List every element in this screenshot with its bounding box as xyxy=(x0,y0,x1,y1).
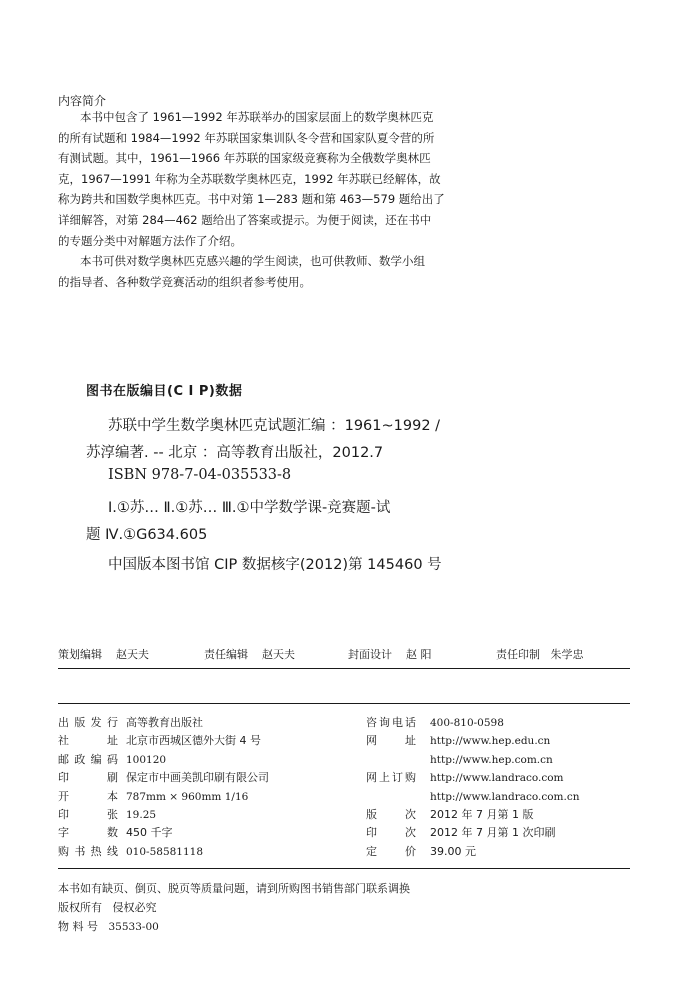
copyright-value: 侵权必究 xyxy=(112,901,157,914)
cip-class-line-2: 题 Ⅳ.①G634.605 xyxy=(86,527,208,543)
credit-planning-editor xyxy=(58,646,149,662)
pubinfo-row xyxy=(366,769,579,787)
cip-title-line: 苏联中学生数学奥林匹克试题汇编 ：1961~1992 / xyxy=(108,418,441,434)
pubinfo-label: 版次 xyxy=(366,808,416,822)
divider-pubinfo-top xyxy=(58,703,630,704)
pubinfo-value: 450 千字 xyxy=(126,826,173,840)
pubinfo-row xyxy=(58,843,269,861)
credit-name: 赵天夫 xyxy=(116,648,149,661)
pubinfo-label: 社址 xyxy=(58,734,118,748)
intro-p1-line: 称为跨共和国数学奥林匹克。书中对第 1—283 题和第 463—579 题给出了 xyxy=(58,192,445,207)
website-link: http://www.hep.com.cn xyxy=(430,753,553,766)
intro-paragraph-2 xyxy=(58,251,450,292)
cip-isbn: ISBN 978-7-04-035533-8 xyxy=(108,467,292,483)
material-number-line xyxy=(58,918,159,934)
cip-number: 中国版本图书馆 CIP 数据核字(2012)第 145460 号 xyxy=(108,557,442,573)
cip-class-line-1: Ⅰ.①苏… Ⅱ.①苏… Ⅲ.①中学数学课-竞赛题-试 xyxy=(108,500,391,516)
pubinfo-label: 咨询电话 xyxy=(366,716,416,729)
pubinfo-row xyxy=(366,843,579,861)
intro-p1-line: 的所有试题和 1984—1992 年苏联国家集训队冬令营和国家队夏令营的所 xyxy=(58,130,435,145)
pubinfo-label: 出版发行 xyxy=(58,716,118,729)
credit-name: 朱学忠 xyxy=(550,648,584,661)
pubinfo-label: 字数 xyxy=(58,826,118,840)
pubinfo-value: 39.00 元 xyxy=(430,844,476,858)
copyright-label: 版权所有 xyxy=(58,901,102,914)
intro-p1-line: 本书中包含了 1961—1992 年苏联举办的国家层面上的数学奥林匹克 xyxy=(80,110,434,124)
pubinfo-value: 高等教育出版社 xyxy=(126,716,203,729)
quality-notice: 本书如有缺页、倒页、脱页等质量问题，请到所购图书销售部门联系调换 xyxy=(58,882,410,895)
pubinfo-row xyxy=(58,751,269,769)
credit-label: 封面设计 xyxy=(348,648,392,661)
pubinfo-label: 邮政编码 xyxy=(58,752,118,766)
credit-responsible-editor xyxy=(204,646,295,662)
material-number-value: 35533-00 xyxy=(108,921,159,933)
pubinfo-value: 19.25 xyxy=(126,809,157,822)
copyright-line xyxy=(58,899,157,915)
divider-top xyxy=(58,668,630,669)
pubinfo-value: 北京市西城区德外大街 4 号 xyxy=(126,734,261,748)
pubinfo-label: 网址 xyxy=(366,734,416,748)
intro-p1-line: 的专题分类中对解题方法作了介绍。 xyxy=(58,233,242,248)
intro-paragraph-1 xyxy=(58,107,450,251)
pubinfo-label: 印张 xyxy=(58,808,118,822)
pubinfo-label: 印刷 xyxy=(58,771,118,785)
pubinfo-label: 定价 xyxy=(366,844,416,858)
credit-label: 责任编辑 xyxy=(204,648,248,661)
website-link: http://www.hep.edu.cn xyxy=(430,735,551,748)
material-number-label: 物 料 号 xyxy=(58,920,98,933)
pubinfo-row xyxy=(366,732,579,750)
pubinfo-row xyxy=(58,732,269,750)
pubinfo-row xyxy=(366,806,579,824)
credit-label: 责任印制 xyxy=(496,648,540,661)
divider-pubinfo-bottom xyxy=(58,868,630,869)
credit-name: 赵天夫 xyxy=(262,648,295,661)
pubinfo-row xyxy=(58,806,269,824)
credit-cover-design xyxy=(348,646,432,662)
intro-p1-line: 详细解答，对第 284—462 题给出了答案或提示。为便于阅读，还在书中 xyxy=(58,212,432,227)
intro-p1-line: 克，1967—1991 年称为全苏联数学奥林匹克，1992 年苏联已经解体，故 xyxy=(58,171,441,186)
pubinfo-label: 开本 xyxy=(58,789,118,803)
pubinfo-value: 2012 年 7 月第 1 次印刷 xyxy=(430,826,556,840)
pubinfo-label: 购书热线 xyxy=(58,844,118,858)
intro-p2-line: 的指导者、各种数学竞赛活动的组织者参考使用。 xyxy=(58,274,311,289)
cip-author-line: 苏淳编著. -- 北京 ：高等教育出版社，2012.7 xyxy=(86,445,384,461)
order-link: http://www.landraco.com.cn xyxy=(430,790,580,803)
pubinfo-value: 787mm × 960mm 1/16 xyxy=(126,790,249,803)
pubinfo-value: 保定市中画美凯印刷有限公司 xyxy=(126,771,269,785)
credit-label: 策划编辑 xyxy=(58,648,102,661)
pubinfo-value: 2012 年 7 月第 1 版 xyxy=(430,808,534,822)
pubinfo-row xyxy=(366,788,579,806)
pubinfo-row xyxy=(366,751,579,769)
intro-p2-line: 本书可供对数学奥林匹克感兴趣的学生阅读，也可供教师、数学小组 xyxy=(80,254,425,268)
credit-printing-supervisor xyxy=(496,646,584,662)
pubinfo-row xyxy=(58,769,269,787)
pubinfo-value: 400-810-0598 xyxy=(430,717,504,729)
pubinfo-row xyxy=(366,714,579,732)
pubinfo-label: 印次 xyxy=(366,826,416,840)
pubinfo-label: 网上订购 xyxy=(366,771,416,785)
credit-name: 赵 阳 xyxy=(406,648,432,661)
pubinfo-left xyxy=(58,714,269,861)
pubinfo-value: 100120 xyxy=(126,753,167,766)
order-link: http://www.landraco.com xyxy=(430,772,564,785)
pubinfo-row xyxy=(58,788,269,806)
pubinfo-row xyxy=(366,824,579,842)
intro-p1-line: 有测试题。其中，1961—1966 年苏联的国家级竞赛称为全俄数学奥林匹 xyxy=(58,151,431,166)
pubinfo-value: 010-58581118 xyxy=(126,845,204,858)
pubinfo-right xyxy=(366,714,579,861)
pubinfo-row xyxy=(58,714,269,732)
cip-heading: 图书在版编目(C I P)数据 xyxy=(86,384,243,399)
intro-title: 内容简介 xyxy=(58,94,107,108)
pubinfo-row xyxy=(58,824,269,842)
